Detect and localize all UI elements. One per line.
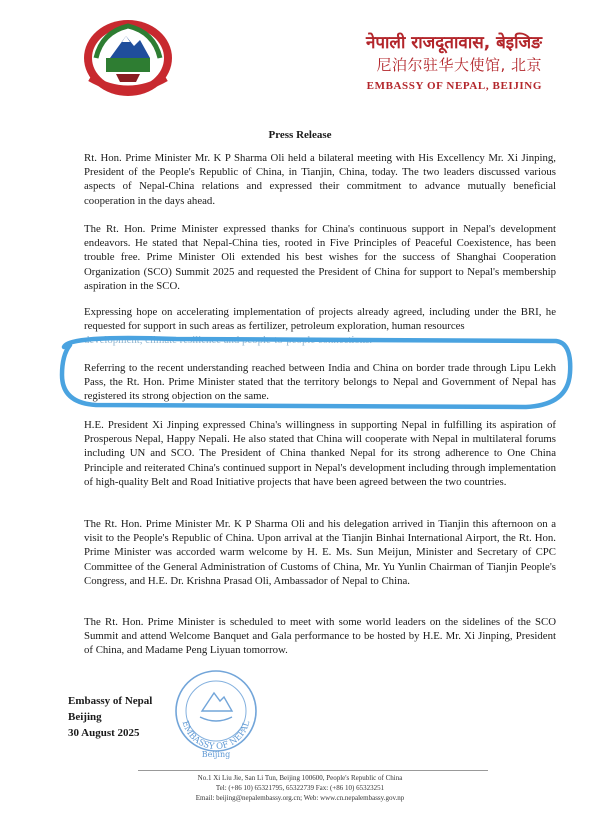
- paragraph-2: The Rt. Hon. Prime Minister expressed thanks for China's continuous support in Nepal's development endeavors. He stated that Nepal-China ties, rooted in Five Principles of Peaceful Coexistence, has been trouble free. Prime Minister Oli extended his best wishes for the success of Shanghai Cooperation Organization (SCO) Summit 2025 and requested the President of China for support to Nepal's membership aspiration in the SCO.: [84, 223, 556, 292]
- paragraph-7: The Rt. Hon. Prime Minister is scheduled to meet with some world leaders on the sidelines of the SCO Summit and attend Welcome Banquet and Gala performance to be hosted by H.E. Mr. Xi Jinping, President of China, and Madame Peng Liyuan tomorrow.: [84, 616, 556, 657]
- footer: [0, 773, 600, 803]
- seal-city: Beijing: [201, 750, 231, 759]
- paragraph-3: Expressing hope on accelerating implementation of projects already agreed, including under the BRI, he requested for support in such areas as fertilizer, petroleum exploration, human resources: [84, 306, 556, 333]
- embassy-seal-icon: [168, 667, 264, 759]
- nepal-emblem-icon: [82, 14, 174, 100]
- letterhead-nepali: नेपाली राजदूतावास, बेइजिङ: [365, 33, 542, 53]
- svg-text:EMBASSY OF NEPAL: [180, 719, 253, 752]
- footer-phone: Tel: (+86 10) 65321795, 65322739 Fax: (+86 10) 65323251: [215, 784, 385, 792]
- seal-text: EMBASSY OF NEPAL: [179, 719, 253, 753]
- signature-block: [68, 693, 152, 741]
- footer-divider: [138, 770, 488, 771]
- paragraph-5: H.E. President Xi Jinping expressed China's willingness in supporting Nepal in fulfilling its aspiration of Prosperous Nepal, Happy Nepali. He also stated that China will cooperate with Nepal in multilateral forums including UN and SCO. The President of China thanked Nepal for its strong adherence to One China Principle and reiterated China's continued support in Nepal's development including through implementation of high-quality Belt and Road Initiative projects that have been agreed between the two countries.: [84, 419, 556, 488]
- paragraph-3-continued: development, climate resilience and people-to-people connections.: [84, 334, 373, 346]
- letterhead-english: EMBASSY OF NEPAL, BEIJING: [366, 80, 542, 92]
- signature-org: Embassy of Nepal: [68, 695, 153, 707]
- paragraph-1: Rt. Hon. Prime Minister Mr. K P Sharma Oli held a bilateral meeting with His Excellency Mr. Xi Jinping, President of the People's Republic of China, in Tianjin, China, today. The two leaders discussed various aspects of Nepal-China relations and expressed their commitment to advance mutually beneficial cooperation in the days ahead.: [84, 152, 556, 207]
- letterhead-chinese: 尼泊尔驻华大使馆, 北京: [376, 56, 542, 74]
- page-title: Press Release: [268, 129, 332, 141]
- footer-address: No.1 Xi Liu Jie, San Li Tun, Beijing 100600, People's Republic of China: [197, 774, 403, 782]
- signature-city: Beijing: [68, 711, 102, 723]
- footer-contact: Email: beijing@nepalembassy.org.cn; Web: www.cn.nepalembassy.gov.np: [195, 794, 405, 802]
- letterhead: [366, 32, 542, 96]
- signature-date: 30 August 2025: [68, 727, 140, 739]
- paragraph-6: The Rt. Hon. Prime Minister Mr. K P Sharma Oli and his delegation arrived in Tianjin this afternoon on a visit to the People's Republic of China. Upon arrival at the Tianjin Binhai International Airport, the Rt. Hon. Prime Minister was accorded warm welcome by H. E. Ms. Sun Meijun, Minister and Secretary of CPC Committee of the General Administration of Customs of China, Mr. Yu Yunlin Chairman of Tianjin People's Congress, and H.E. Dr. Krishna Prasad Oli, Ambassador of Nepal to China.: [84, 518, 556, 587]
- paragraph-4: Referring to the recent understanding reached between India and China on border trade through Lipu Lekh Pass, the Rt. Hon. Prime Minister stated that the territory belongs to Nepal and Government of Nepal has registered its strong objection on the same.: [84, 362, 556, 403]
